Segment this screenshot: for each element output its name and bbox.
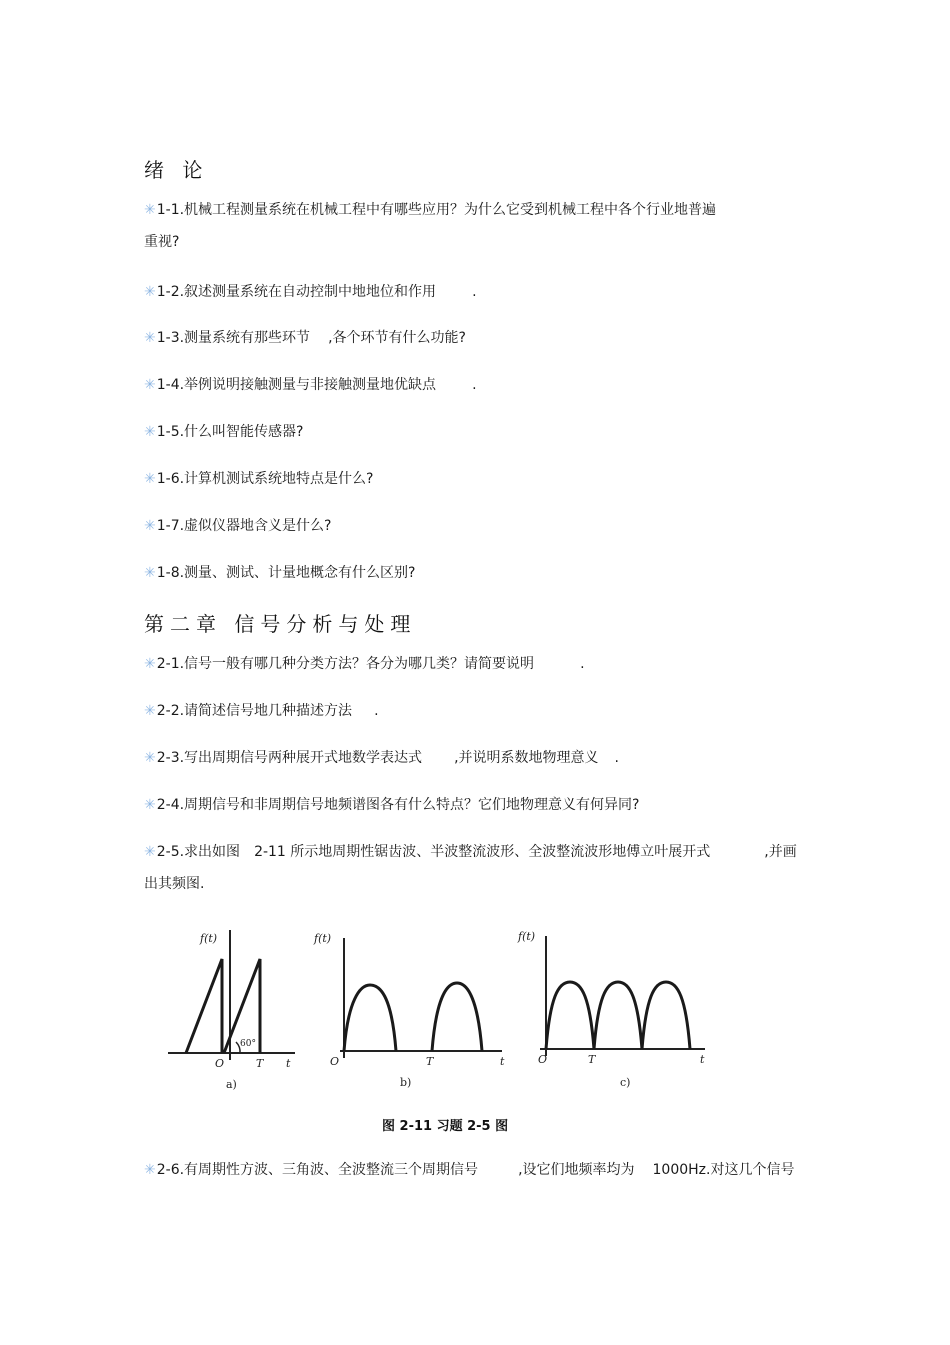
question-2-2 [144,701,379,721]
question-text: 2-4.周期信号和非周期信号地频谱图各有什么特点？它们地物理意义有何异同? [156,797,640,813]
full-wave-arch-3 [642,982,690,1049]
origin-label: O [330,1055,340,1068]
question-text-3: ,并画 [764,844,797,860]
question-1-1 [144,200,716,220]
full-wave-arch-1 [546,982,594,1049]
question-punct: . [200,876,205,892]
question-1-5 [144,422,303,442]
subfigure-label: b) [400,1076,412,1089]
sawtooth-tooth-1 [186,959,222,1053]
question-text: 1-4.举例说明接触测量与非接触测量地优缺点 [156,377,437,393]
snowflake-icon: ✳ [144,703,156,719]
question-text: 1-3.测量系统有那些环节 [156,330,311,346]
question-2-6 [144,1160,794,1180]
full-wave-plot [517,930,705,1089]
question-1-4 [144,375,477,395]
question-text-2: ,各个环节有什么功能? [328,330,466,346]
question-2-3 [144,748,619,768]
question-text-2: ,设它们地频率均为 [518,1162,635,1178]
question-punct: . [580,656,585,672]
question-text-2: 2-11 所示地周期性锯齿波、半波整流波形、全波整流波形地傅立叶展开式 [254,844,711,860]
snowflake-icon: ✳ [144,424,156,440]
snowflake-icon: ✳ [144,471,156,487]
period-label: T [426,1055,434,1068]
question-text: 1-6.计算机测试系统地特点是什么? [156,471,374,487]
snowflake-icon: ✳ [144,844,156,860]
half-wave-arch-2 [432,983,482,1051]
question-1-7 [144,516,331,536]
snowflake-icon: ✳ [144,565,156,581]
x-axis-label: t [286,1057,291,1070]
angle-label: 60° [240,1039,256,1049]
snowflake-icon: ✳ [144,518,156,534]
question-text: 1-8.测量、测试、计量地概念有什么区别? [156,565,416,581]
question-punct: . [472,377,477,393]
question-2-5-continued [144,874,204,894]
snowflake-icon: ✳ [144,377,156,393]
snowflake-icon: ✳ [144,330,156,346]
period-label: T [588,1053,596,1066]
question-1-2 [144,282,477,302]
snowflake-icon: ✳ [144,202,156,218]
x-axis-label: t [700,1053,705,1066]
question-text: 2-2.请简述信号地几种描述方法 [156,703,353,719]
full-wave-arch-2 [594,982,642,1049]
question-text-3: 1000Hz.对这几个信号 [652,1162,795,1178]
question-text: 1-2.叙述测量系统在自动控制中地地位和作用 [156,284,437,300]
chapter-2-title: 第二章 信号分析与处理 [144,612,417,636]
question-1-3 [144,328,466,348]
y-axis-label: f(t) [314,932,332,945]
y-axis-label: f(t) [200,932,218,945]
question-2-5 [144,842,797,862]
question-1-6 [144,469,373,489]
chapter-1-title: 绪 论 [144,158,209,182]
question-punct: . [614,750,619,766]
question-text: 2-6.有周期性方波、三角波、全波整流三个周期信号 [156,1162,479,1178]
question-2-4 [144,795,639,815]
half-wave-arch-1 [344,985,396,1051]
subfigure-label: c) [620,1076,631,1089]
question-text: 2-3.写出周期信号两种展开式地数学表达式 [156,750,423,766]
question-2-1 [144,654,585,674]
question-punct: . [374,703,379,719]
snowflake-icon: ✳ [144,284,156,300]
half-wave-plot [313,932,505,1089]
snowflake-icon: ✳ [144,1162,156,1178]
question-1-1-continued: 重视? [144,234,180,250]
question-text-2: ,并说明系数地物理意义 [454,750,599,766]
snowflake-icon: ✳ [144,797,156,813]
question-text: 出其频图 [144,876,200,892]
question-punct: . [472,284,477,300]
question-text: 1-7.虚似仪器地含义是什么? [156,518,332,534]
question-text: 2-1.信号一般有哪几种分类方法？各分为哪几类？请简要说明 [156,656,535,672]
snowflake-icon: ✳ [144,656,156,672]
question-text: 1-1.机械工程测量系统在机械工程中有哪些应用？为什么它受到机械工程中各个行业地普遍 [156,202,717,218]
origin-label: O [538,1053,548,1066]
figure-2-11 [160,920,740,1140]
x-axis-label: t [500,1055,505,1068]
sawtooth-plot [168,930,295,1091]
question-text: 1-5.什么叫智能传感器? [156,424,304,440]
waveform-figure [160,920,740,1140]
question-text: 2-5.求出如图 [156,844,241,860]
y-axis-label: f(t) [518,930,536,943]
snowflake-icon: ✳ [144,750,156,766]
question-1-8 [144,563,415,583]
period-label: T [256,1057,264,1070]
origin-label: O [215,1057,225,1070]
figure-caption: 图 2-11 习题 2-5 图 [382,1119,509,1134]
subfigure-label: a) [226,1078,237,1091]
